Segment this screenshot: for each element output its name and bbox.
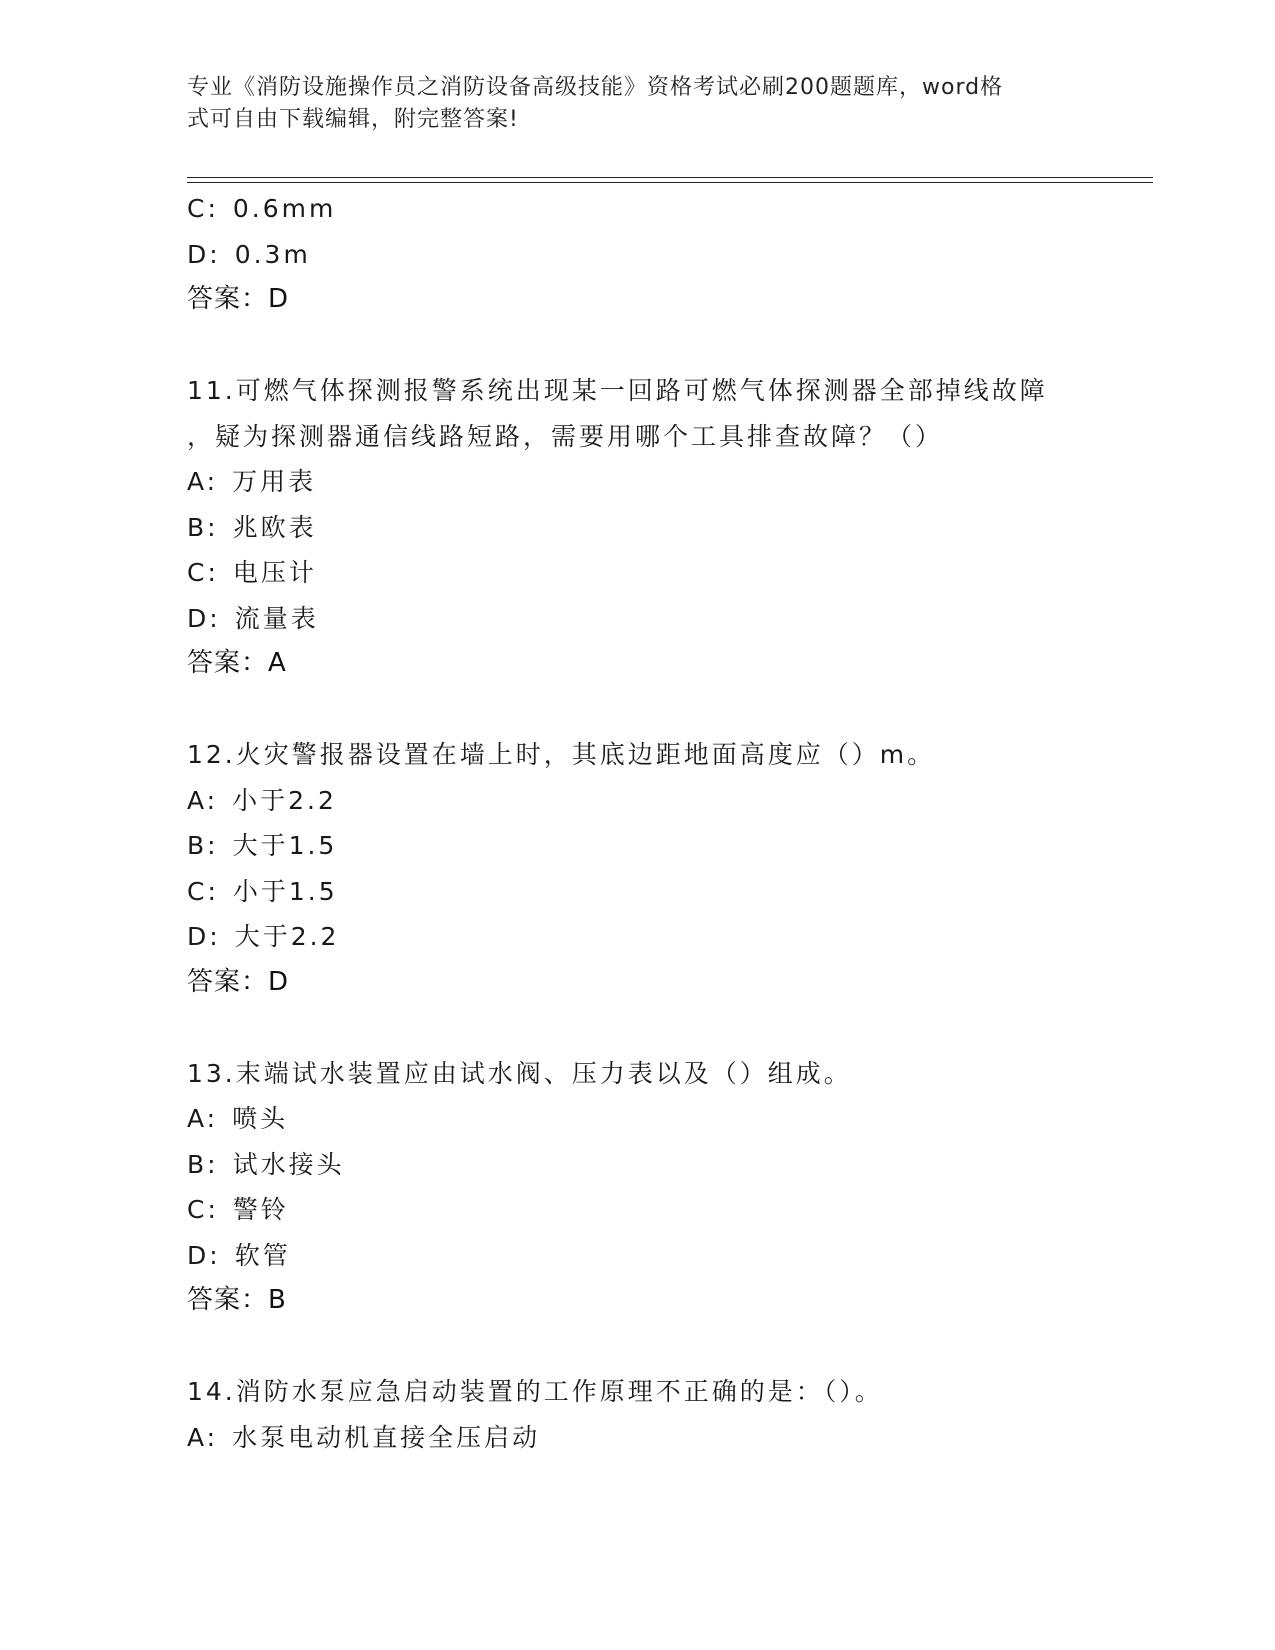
header-line-2: 式可自由下载编辑，附完整答案!: [187, 107, 519, 132]
document-header: [187, 72, 1067, 136]
option-d: D: 0.3m: [187, 239, 311, 269]
option-a: A: 水泵电动机直接全压启动: [187, 1422, 541, 1452]
answer-line: 答案：B: [187, 1285, 287, 1315]
option-d: D: 流量表: [187, 603, 319, 633]
question-stem: 13.末端试水装置应由试水阀、压力表以及（）组成。: [187, 1058, 852, 1088]
question-list: [187, 186, 1087, 1460]
question-stem: 11.可燃气体探测报警系统出现某一回路可燃气体探测器全部掉线故障: [187, 376, 1048, 405]
option-d: D: 大于2.2: [187, 922, 340, 951]
question-stem: 14.消防水泵应急启动装置的工作原理不正确的是：（）。: [187, 1377, 883, 1406]
question-stem-continued: ，疑为探测器通信线路短路，需要用哪个工具排查故障？（）: [187, 421, 944, 451]
question-12: [187, 732, 1087, 1005]
answer-line: 答案：A: [187, 648, 287, 678]
option-a: A: 小于2.2: [187, 785, 337, 815]
option-c: C: 警铃: [187, 1195, 289, 1224]
answer-line: 答案：D: [187, 966, 290, 997]
option-b: B: 大于1.5: [187, 831, 338, 860]
option-d: D: 软管: [187, 1240, 291, 1270]
header-line-1: 专业《消防设施操作员之消防设备高级技能》资格考试必刷200题题库，word格: [187, 75, 1004, 100]
option-a: A: 喷头: [187, 1104, 289, 1133]
header-divider-bottom: [187, 182, 1153, 183]
option-a: A: 万用表: [187, 467, 317, 496]
option-c: C: 小于1.5: [187, 876, 338, 906]
prev-question-tail: [187, 186, 1087, 323]
question-11: [187, 368, 1087, 687]
question-13: [187, 1051, 1087, 1324]
answer-line: 答案：D: [187, 284, 290, 314]
option-b: B: 试水接头: [187, 1149, 345, 1179]
option-b: B: 兆欧表: [187, 512, 317, 542]
question-stem: 12.火灾警报器设置在墙上时，其底边距地面高度应（）m。: [187, 740, 936, 769]
question-14: [187, 1369, 1087, 1460]
option-c: C: 0.6mm: [187, 194, 337, 223]
option-c: C: 电压计: [187, 558, 317, 587]
header-divider-top: [187, 177, 1153, 178]
